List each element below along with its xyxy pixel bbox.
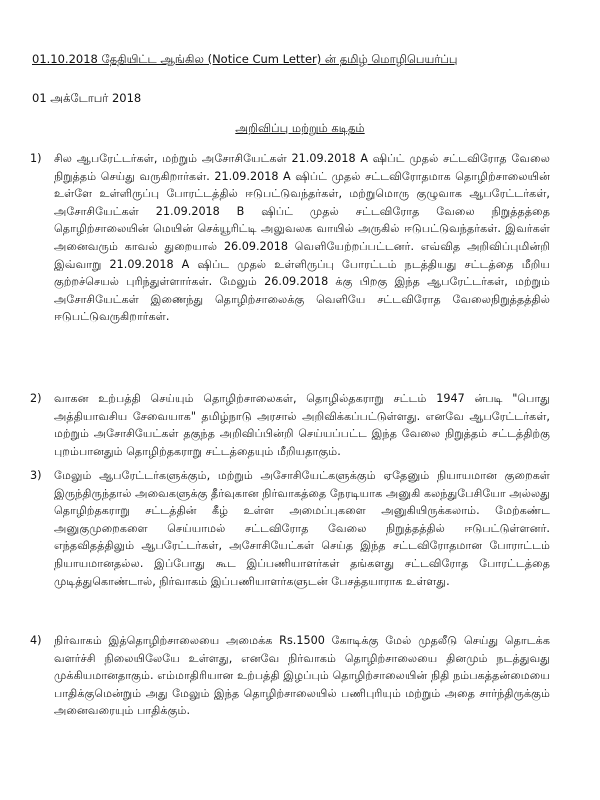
paragraph-2	[30, 390, 550, 460]
paragraph-1	[30, 150, 550, 326]
paragraph-number: 3)	[30, 469, 42, 482]
paragraph-number: 2)	[30, 392, 42, 405]
translation-heading: 01.10.2018 தேதியிட்ட ஆங்கில (Notice Cum Letter) ன் தமிழ் மொழிபெயர்ப்பு	[32, 52, 458, 66]
paragraph-number: 4)	[30, 634, 42, 647]
paragraph-number: 1)	[30, 152, 42, 165]
paragraph-text: மேலும் ஆபரேட்டர்களுக்கும், மற்றும் அசோசியேட்களுக்கும் ஏதேனும் நியாயமான குறைகள் இருந்திருந்தால் அவைகளுக்கு தீர்வுகான நிர்வாகத்தை நேரடியாக அனுகி கலந்துபேசியோ அல்லது தொழிற்தகராறு சட்டத்தின் கீழ் உள்ள அமைப்புகளை அனுகியிருக்கலாம். மேற்கண்ட அனுகுமுறைகளை செய்யாமல் சட்டவிரோத வேலை நிறுத்தத்தில் ஈடுபட்டுள்ளனர். எந்தவிதத்திலும் ஆபரேட்டர்கள், அசோசியேட்கள் செய்த இந்த சட்டவிரோதமான போராட்டம் நியாயமானதல்ல. இப்போது கூட இப்பணியாளர்கள் தங்களது சட்டவிரோத போரட்டத்தை முடித்துகொண்டால், நிர்வாகம் இப்பணியாளர்களுடன் பேசத்தயாராக உள்ளது.	[54, 469, 550, 588]
paragraph-4	[30, 632, 550, 720]
paragraph-text: நிர்வாகம் இத்தொழிற்சாலையை அமைக்க Rs.1500 கோடிக்கு மேல் முதலீடு செய்து தொடக்க வளர்ச்சி நிலையிலேயே உள்ளது, எனவே நிர்வாகம் தொழிற்சாலையை தினமும் நடத்துவது முக்கியமானதாகும். எம்மாதிரியான உற்பத்தி இழப்பும் தொழிற்சாலையின் நிதி நம்பகத்தன்மையை பாதிக்குமென்றும் அது மேலும் இந்த தொழிற்சாலையில் பணிபுரியும் மற்றும் அதை சார்ந்திருக்கும் அனைவரையும் பாதிக்கும்.	[54, 634, 550, 718]
paragraph-3	[30, 467, 550, 590]
document-title: அறிவிப்பு மற்றும் கடிதம்	[235, 121, 365, 135]
paragraph-text: வாகன உற்பத்தி செய்யும் தொழிற்சாலைகள், தொழில்தகராறு சட்டம் 1947 ன்படி "பொது அத்தியாவசிய சேவையாக" தமிழ்நாடு அரசால் அறிவிக்கப்பட்டுள்ளது. எனவே ஆபரேட்டர்கள், மற்றும் அசோசியேட்கள் தகுந்த அறிவிப்பின்றி செய்யப்பட்ட இந்த வேலை நிறுத்தம் சட்டத்திற்கு புறம்பானதும் தொழிற்தகராறு சட்டத்தையும் மீறியதாகும்.	[54, 392, 550, 458]
paragraph-text: சில ஆபரேட்டர்கள், மற்றும் அசோசியேட்கள் 21.09.2018 A ஷிப்ட் முதல் சட்டவிரோத வேலை நிறுத்தம் செய்து வருகிறார்கள். 21.09.2018 A ஷிப்ட் முதல் சட்டவிரோதமாக தொழிற்சாலையின் உள்ளே உள்ளிருப்பு போரட்டத்தில் ஈடுபட்டுவந்தர்கள், மற்றுமொரு குழுவாக ஆபரேட்டர்கள், அசோசியேட்கள் 21.09.2018 B ஷிப்ட் முதல் சட்டவிரோத வேலை நிறுத்தத்தை தொழிற்சாலையின் மெயின் செக்யூரிட்டி அலுவலக வாயில் அருகில் ஈடுபட்டுவந்தர்கள். இவர்கள் அனைவரும் காவல் துறையால் 26.09.2018 வெளியேற்றப்பட்டனர். எவ்வித அறிவிப்புமின்றி இவ்வாறு 21.09.2018 A ஷிப்ட முதல் உள்ளிருப்பு போரட்டம் நடத்தியது சட்டத்தை மீறிய குற்றச்செயல் புரிந்துள்ளார்கள். மேலும் 26.09.2018 க்கு பிறகு இந்த ஆபரேட்டர்கள், மற்றும் அசோசியேட்கள் இணைந்து தொழிற்சாலைக்கு வெளியே சட்டவிரோத வேலைநிறுத்தத்தில் ஈடுபட்டுவருகிறார்கள்.	[54, 152, 550, 324]
letter-date: 01 அக்டோபர் 2018	[32, 91, 142, 105]
